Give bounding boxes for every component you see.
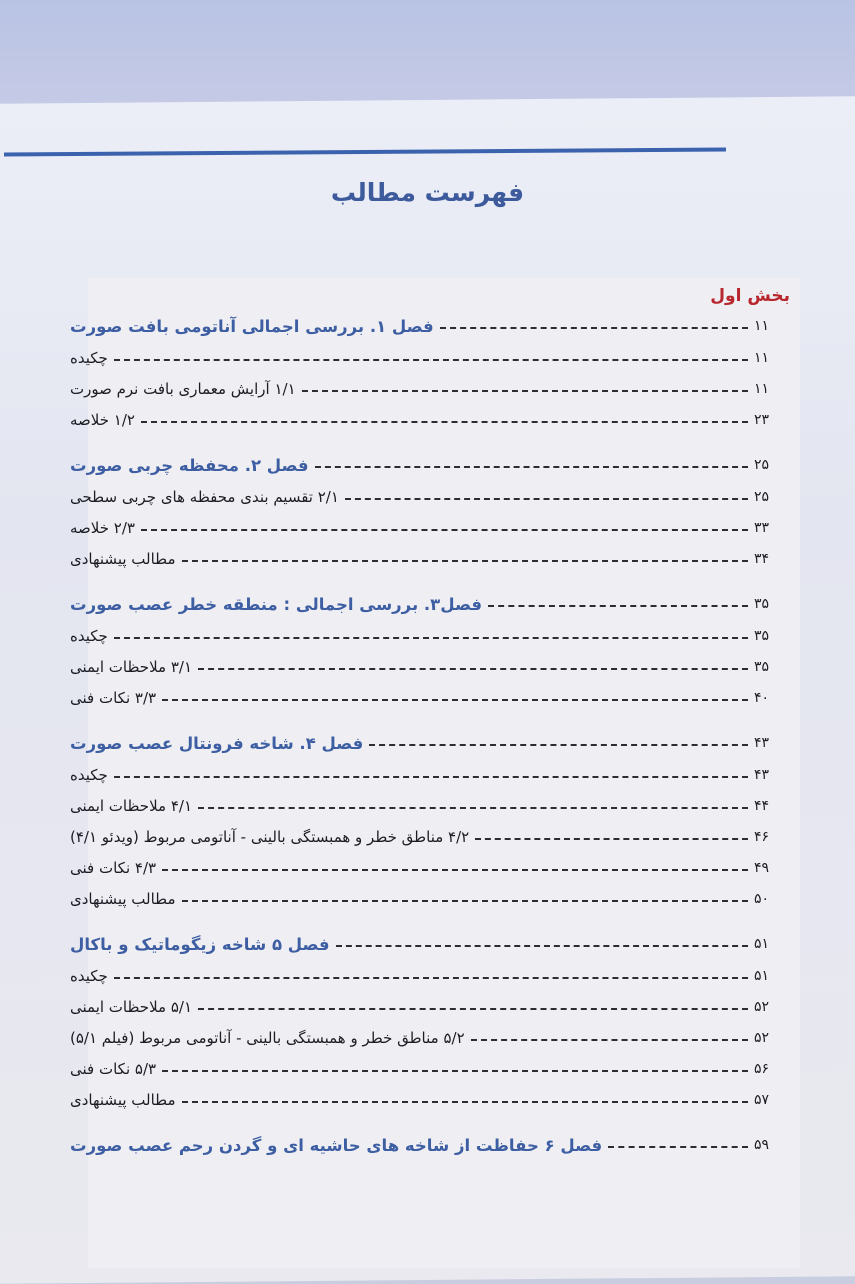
dot-leader: [182, 900, 749, 902]
toc-entry-row[interactable]: [70, 1022, 790, 1053]
dot-leader: [471, 1039, 748, 1041]
chapter-title: فصل ۱. بررسی اجمالی آناتومی بافت صورت: [70, 316, 434, 336]
page-number: ۴۳: [754, 766, 770, 783]
page-number: ۵۲: [754, 1029, 770, 1046]
chapter-title: فصل ۶ حفاظت از شاخه های حاشیه ای و گردن رحم عصب صورت: [70, 1135, 603, 1155]
toc-entry-row[interactable]: [70, 790, 790, 821]
entry-label: ۴/۳ نکات فنی: [70, 858, 157, 877]
toc-chapter-row[interactable]: [70, 449, 790, 481]
entry-label: چکیده: [70, 626, 108, 645]
entry-label: ۳/۱ ملاحظات ایمنی: [70, 657, 193, 676]
part-heading: بخش اول: [710, 286, 790, 306]
toc-chapter-row[interactable]: [70, 1129, 790, 1161]
entry-label: ۱/۱ آرایش معماری بافت نرم صورت: [70, 379, 296, 398]
chapter-title: فصل ۴. شاخه فرونتال عصب صورت: [70, 733, 364, 753]
entry-label: ۴/۱ ملاحظات ایمنی: [70, 796, 193, 815]
page-number: ۵۰: [754, 890, 770, 907]
toc-entry-row[interactable]: [70, 883, 790, 914]
entry-label: چکیده: [70, 966, 108, 985]
page-number: ۲۳: [754, 411, 770, 428]
toc-entry-row[interactable]: [70, 373, 790, 404]
page-number: ۳۳: [754, 519, 770, 536]
page-number: ۱۱: [754, 380, 770, 397]
toc-entry-row[interactable]: [70, 620, 790, 651]
dot-leader: [198, 668, 748, 670]
entry-label: چکیده: [70, 348, 108, 367]
chapter-title: فصل ۲. محفظه چربی صورت: [70, 455, 309, 475]
toc-entry-row[interactable]: [70, 651, 790, 682]
toc-entry-row[interactable]: [70, 852, 790, 883]
entry-label: ۵/۳ نکات فنی: [70, 1059, 157, 1078]
entry-label: ۵/۱ ملاحظات ایمنی: [70, 997, 193, 1016]
page-number: ۱۱: [754, 318, 770, 334]
page-number: ۵۱: [754, 936, 770, 952]
toc-entry-row[interactable]: [70, 759, 790, 790]
page-number: ۵۹: [754, 1137, 770, 1153]
page-number: ۲۵: [754, 488, 770, 505]
entry-label: مطالب پیشنهادی: [70, 1090, 176, 1109]
page-number: ۳۴: [754, 550, 770, 567]
toc-chapter-row[interactable]: [70, 310, 790, 342]
toc-entry-row[interactable]: [70, 342, 790, 373]
dot-leader: [608, 1146, 748, 1148]
page-number: ۵۶: [754, 1060, 770, 1077]
toc-chapter-row[interactable]: [70, 727, 790, 759]
table-of-contents: [70, 282, 790, 1161]
entry-label: مطالب پیشنهادی: [70, 889, 176, 908]
dot-leader: [302, 390, 748, 392]
dot-leader: [198, 807, 748, 809]
page-title: فهرست مطالب: [330, 178, 525, 207]
dot-leader: [475, 838, 748, 840]
page-number: ۵۲: [754, 998, 770, 1015]
entry-label: ۱/۲ خلاصه: [70, 410, 135, 429]
entry-label: ۲/۱ تقسیم بندی محفظه های چربی سطحی: [70, 487, 339, 506]
entry-label: ۵/۲ مناطق خطر و همبستگی بالینی - آناتومی مربوط (فیلم ۵/۱): [70, 1028, 465, 1047]
dot-leader: [369, 744, 748, 746]
page-number: ۳۵: [754, 627, 770, 644]
entry-label: مطالب پیشنهادی: [70, 549, 176, 568]
dot-leader: [141, 421, 748, 423]
dot-leader: [162, 869, 748, 871]
dot-leader: [488, 605, 748, 607]
page-number: ۳۵: [754, 658, 770, 675]
toc-entry-row[interactable]: [70, 481, 790, 512]
dot-leader: [440, 327, 748, 329]
page-number: ۴۳: [754, 735, 770, 751]
toc-entry-row[interactable]: [70, 960, 790, 991]
dot-leader: [198, 1008, 748, 1010]
toc-entry-row[interactable]: [70, 404, 790, 435]
background-top: [0, 0, 855, 112]
entry-label: چکیده: [70, 765, 108, 784]
toc-chapter-row[interactable]: [70, 588, 790, 620]
page-number: ۳۵: [754, 596, 770, 612]
toc-entry-row[interactable]: [70, 821, 790, 852]
page-number: ۴۰: [754, 689, 770, 706]
entry-label: ۲/۳ خلاصه: [70, 518, 135, 537]
toc-entry-row[interactable]: [70, 1053, 790, 1084]
chapter-title: فصل۳. بررسی اجمالی : منطقه خطر عصب صورت: [70, 594, 483, 614]
entry-label: ۴/۲ مناطق خطر و همبستگی بالینی - آناتومی مربوط (ویدئو ۴/۱): [70, 827, 470, 846]
page-number: ۴۹: [754, 859, 770, 876]
dot-leader: [114, 977, 748, 979]
dot-leader: [315, 466, 748, 468]
dot-leader: [114, 776, 748, 778]
page-number: ۵۱: [754, 967, 770, 984]
dot-leader: [345, 498, 748, 500]
chapter-title: فصل ۵ شاخه زیگوماتیک و باکال: [70, 934, 330, 954]
toc-chapter-row[interactable]: [70, 928, 790, 960]
page-number: ۲۵: [754, 457, 770, 473]
dot-leader: [114, 637, 748, 639]
entry-label: ۳/۳ نکات فنی: [70, 688, 157, 707]
dot-leader: [162, 1070, 748, 1072]
dot-leader: [336, 945, 748, 947]
toc-entry-row[interactable]: [70, 991, 790, 1022]
dot-leader: [182, 1101, 749, 1103]
page-number: ۴۶: [754, 828, 770, 845]
dot-leader: [141, 529, 748, 531]
page-number: ۱۱: [754, 349, 770, 366]
toc-entry-row[interactable]: [70, 512, 790, 543]
toc-entry-row[interactable]: [70, 543, 790, 574]
toc-entry-row[interactable]: [70, 682, 790, 713]
toc-entry-row[interactable]: [70, 1084, 790, 1115]
page-number: ۴۴: [754, 797, 770, 814]
dot-leader: [162, 699, 748, 701]
dot-leader: [114, 359, 748, 361]
page-number: ۵۷: [754, 1091, 770, 1108]
dot-leader: [182, 560, 749, 562]
